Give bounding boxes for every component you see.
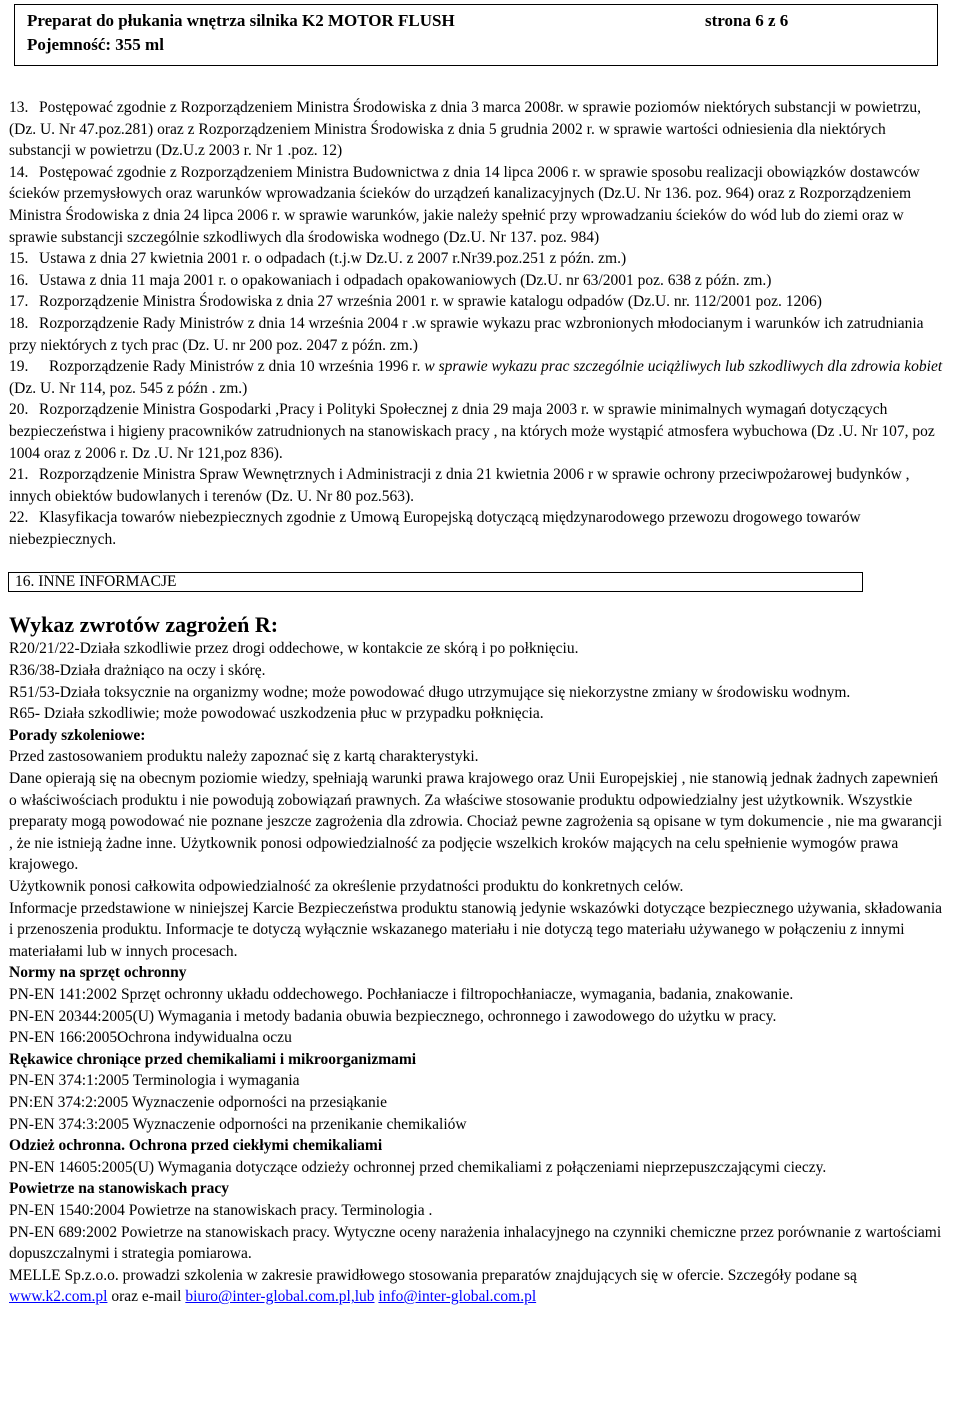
training-text: Przed zastosowaniem produktu należy zapoznać się z kartą charakterystyki.: [9, 748, 479, 766]
page-number: strona 6 z 6: [705, 11, 789, 30]
norm-line: PN-EN 374:3:2005 Wyznaczenie odporności na przenikanie chemikaliów: [9, 1115, 467, 1133]
regulation-item: 17. Rozporządzenie Ministra Środowiska z dnia 27 września 2001 r. w sprawie katalogu odpadów (Dz.U. nr. 112/2001 poz. 1206): [9, 293, 822, 311]
norm-line: PN-EN 20344:2005(U) Wymagania i metody badania obuwia bezpiecznego, ochronnego i zawodowego do użytku w pracy.: [9, 1007, 777, 1025]
r-phrase: R36/38-Działa drażniąco na oczy i skórę.: [9, 662, 266, 680]
clothing-heading: Odzież ochronna. Ochrona przed ciekłymi chemikaliami: [9, 1137, 383, 1155]
footer-note: MELLE Sp.z.o.o. prowadzi szkolenia w zakresie prawidłowego stosowania preparatów znajdujących się w ofercie. Szczegóły podane są www.k2.com.pl oraz e-mail biuro@inter-global.com.pl,lub info@inter-global.com.pl: [9, 1266, 857, 1306]
training-text: Dane opierają się na obecnym poziomie wiedzy, spełniają warunki prawa krajowego oraz Unii Europejskiej , nie stanowią jednak żadnych zapewnień o właściwościach produktu i nie powodują zobowiązań prawnych. Za właściwe stosowanie produktu odpowiedzialny jest użytkownik. Wszystkie preparaty mogą powodować nie poznane jeszcze zagrożenia dla zdrowia. Chociaż pewne zagrożenia są opisane w tym dokumencie , nie ma gwarancji , że nie istnieją żadne inne. Użytkownik ponosi odpowiedzialność za podjęcie wszelkich kroków mających na celu spełnienie wymogów prawa krajowego.: [9, 770, 943, 874]
section-title: 16. INNE INFORMACJE: [8, 572, 863, 592]
norm-line: PN-EN 14605:2005(U) Wymagania dotyczące odzieży ochronnej przed chemikaliami z połączeniami nieprzepuszczającymi cieczy.: [9, 1158, 827, 1176]
norm-line: PN-EN 689:2002 Powietrze na stanowiskach pracy. Wytyczne oceny narażenia inhalacyjnego na czynniki chemiczne przez porównanie z wartościami dopuszczalnymi i strategia pomiarowa.: [9, 1223, 942, 1263]
regulation-item: 14. Postępować zgodnie z Rozporządzeniem Ministra Budownictwa z dnia 14 lipca 2006 r. w sprawie sposobu realizacji obowiązków dostawców ścieków przemysłowych oraz warunków wprowadzania ścieków do urządzeń kanalizacyjnych (Dz.U. Nr 136. poz. 964) oraz z Rozporządzeniem Ministra Środowiska z dnia 24 lipca 2006 r. w sprawie warunków, jakie należy spełnić przy wprowadzaniu ścieków do wód lub do ziemi oraz w sprawie substancji szczególnie szkodliwych dla środowiska wodnego (Dz.U. Nr 137. poz. 984): [9, 163, 920, 246]
regulation-item: 15. Ustawa z dnia 27 kwietnia 2001 r. o odpadach (t.j.w Dz.U. z 2007 r.Nr39.poz.251 z późn. zm.): [9, 250, 627, 268]
biuro-email-link[interactable]: biuro@inter-global.com.pl,lub: [185, 1288, 375, 1306]
regulation-item: 16. Ustawa z dnia 11 maja 2001 r. o opakowaniach i odpadach opakowaniowych (Dz.U. nr 63/2001 poz. 638 z późn. zm.): [9, 271, 772, 289]
regulation-item: 19. Rozporządzenie Rady Ministrów z dnia 10 września 1996 r. w sprawie wykazu prac szczególnie uciążliwych lub szkodliwych dla zdrowia kobiet (Dz. U. Nr 114, poz. 545 z późn . zm.): [9, 358, 943, 397]
training-text: Użytkownik ponosi całkowita odpowiedzialność za określenie przydatności produktu do konkretnych celów.: [9, 878, 684, 895]
training-heading: Porady szkoleniowe:: [9, 726, 146, 744]
gloves-heading: Rękawice chroniące przed chemikaliami i mikroorganizmami: [9, 1050, 417, 1068]
regulation-item: 18. Rozporządzenie Rady Ministrów z dnia 14 września 2004 r .w sprawie wykazu prac wzbronionych młodocianym i warunków ich zatrudniania przy niektórych z tych prac (Dz. U. nr 200 poz. 2047 z późn. zm.): [9, 314, 924, 354]
norm-line: PN-EN 141:2002 Sprzęt ochronny układu oddechowego. Pochłaniacze i filtropochłaniacze, wymagania, badania, znakowanie.: [9, 985, 794, 1003]
regulation-item: 21. Rozporządzenie Ministra Spraw Wewnętrznych i Administracji z dnia 21 kwietnia 2006 r w sprawie ochrony przeciwpożarowej budynków , innych obiektów budowlanych i terenów (Dz. U. Nr 80 poz.563).: [9, 466, 910, 505]
r-phrase: R65- Działa szkodliwie; może powodować uszkodzenia płuc w przypadku połknięcia.: [9, 705, 544, 723]
regulation-item: 22. Klasyfikacja towarów niebezpiecznych zgodnie z Umową Europejską dotyczącą międzynarodowego przewozu drogowego towarów niebezpiecznych.: [9, 509, 861, 548]
product-volume: Pojemność: 355 ml: [27, 35, 164, 54]
r-phrase: R51/53-Działa toksycznie na organizmy wodne; może powodować długo utrzymujące się niekorzystne zmiany w środowisku wodnym.: [9, 683, 851, 701]
document-body: [9, 97, 949, 1308]
norm-line: PN-EN 374:1:2005 Terminologia i wymagania: [9, 1072, 300, 1090]
regulation-item: 13. Postępować zgodnie z Rozporządzeniem Ministra Środowiska z dnia 3 marca 2008r. w sprawie poziomów niektórych substancji w powietrzu, (Dz. U. Nr 47.poz.281) oraz z Rozporządzeniem Ministra Środowiska z dnia 5 grudnia 2002 r. w sprawie wartości odniesienia dla niektórych substancji w powietrzu (Dz.U.z 2003 r. Nr 1 .poz. 12): [9, 99, 921, 160]
info-email-link[interactable]: info@inter-global.com.pl: [378, 1288, 537, 1306]
norm-line: PN:EN 374:2:2005 Wyznaczenie odporności na przesiąkanie: [9, 1093, 387, 1111]
training-text: Informacje przedstawione w niniejszej Karcie Bezpieczeństwa produktu stanowią jedynie wskazówki dotyczące bezpiecznego używania, składowania i przenoszenia produktu. Informacje te dotyczą wyłącznie wskazanego materiału i nie dotyczą tego materiału używanego w połączeniu z innymi materiałami lub w innych procesach.: [9, 899, 943, 960]
norm-line: PN-EN 166:2005Ochrona indywidualna oczu: [9, 1029, 292, 1047]
norm-line: PN-EN 1540:2004 Powietrze na stanowiskach pracy. Terminologia .: [9, 1201, 433, 1219]
product-title: Preparat do płukania wnętrza silnika K2 MOTOR FLUSH: [27, 11, 455, 30]
norms-heading: Normy na sprzęt ochronny: [9, 964, 187, 982]
regulation-item: 20. Rozporządzenie Ministra Gospodarki ,Pracy i Polityki Społecznej z dnia 29 maja 2003 r. w sprawie minimalnych wymagań dotyczących bezpieczeństwa i higieny pracowników zatrudnionych na stanowiskach pracy , na których może wystąpić atmosfera wybuchowa (Dz .U. Nr 107, poz 1004 oraz z 2006 r. Dz .U. Nr 121,poz 836).: [9, 401, 935, 462]
air-heading: Powietrze na stanowiskach pracy: [9, 1180, 229, 1198]
k2-website-link[interactable]: www.k2.com.pl: [9, 1288, 108, 1306]
document-header: [14, 4, 938, 66]
r-phrase: R20/21/22-Działa szkodliwie przez drogi oddechowe, w kontakcie ze skórą i po połknięciu.: [9, 640, 579, 658]
r-phrases-heading: Wykaz zwrotów zagrożeń R:: [9, 612, 279, 638]
